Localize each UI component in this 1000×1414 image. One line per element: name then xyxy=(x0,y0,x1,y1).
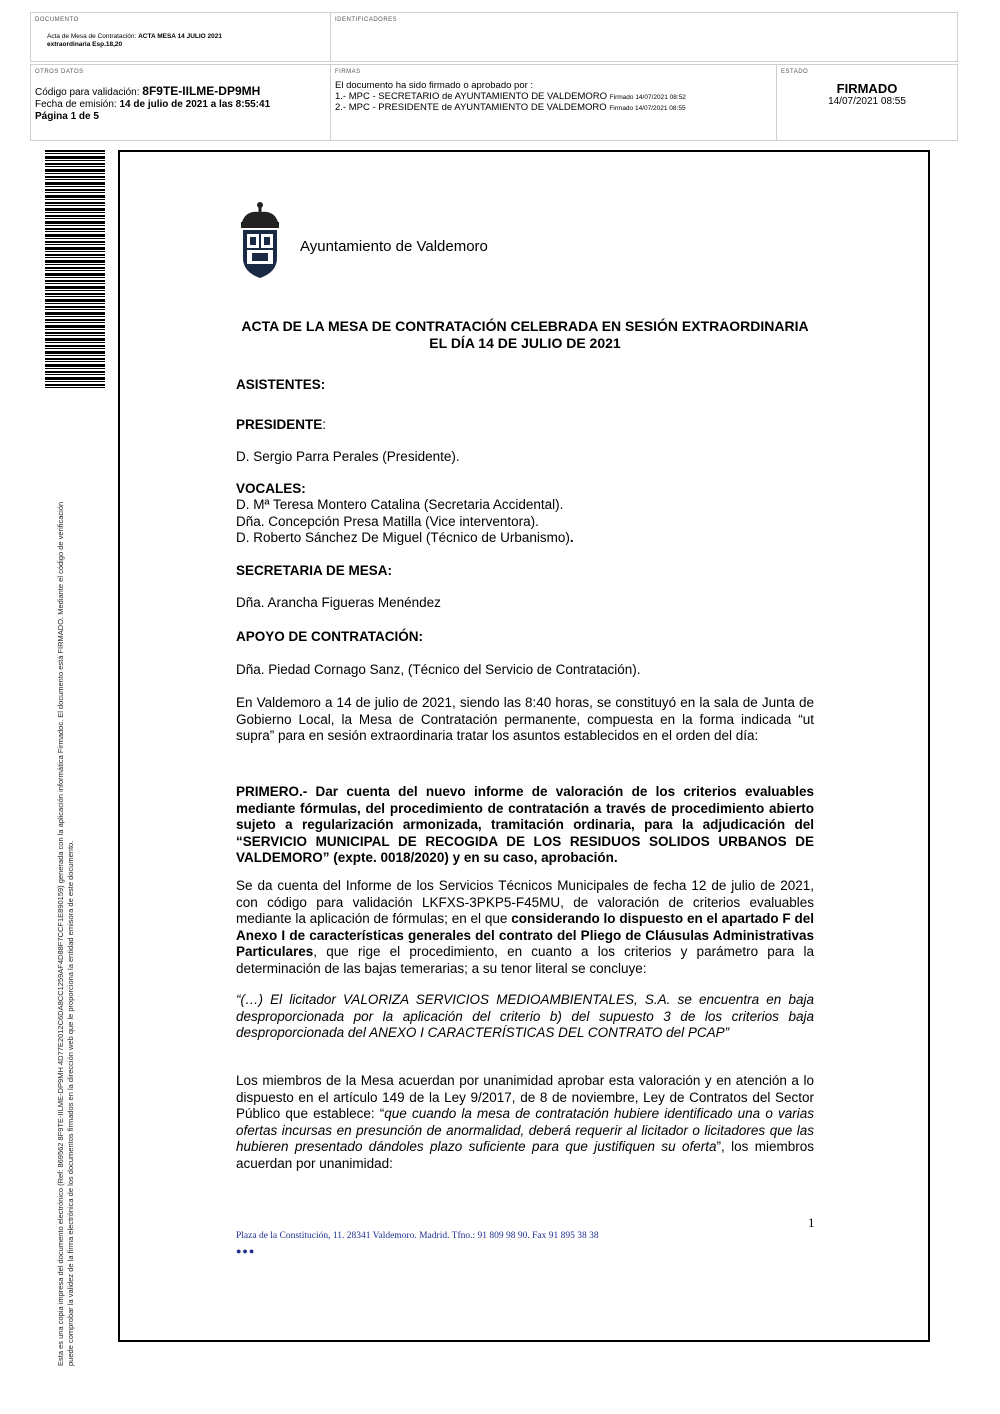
vocal-3-line: D. Roberto Sánchez De Miguel (Técnico de Urbanismo). xyxy=(236,530,574,545)
estado-date: 14/07/2021 08:55 xyxy=(828,96,906,107)
identificadores-cell xyxy=(331,13,957,61)
estado-cell xyxy=(777,65,957,140)
footer-address: Plaza de la Constitución, 11. 28341 Valdemoro. Madrid. Tfno.: 91 809 98 90. Fax 91 895 38 38 xyxy=(236,1231,599,1241)
vocal-2: Dña. Concepción Presa Matilla (Vice interventora). xyxy=(236,513,539,529)
vocal-3: D. Roberto Sánchez De Miguel (Técnico de Urbanismo) xyxy=(236,530,570,545)
header-top-box xyxy=(30,12,958,62)
codigo-line xyxy=(35,85,270,99)
city-logo xyxy=(236,200,488,285)
document-title: ACTA DE LA MESA DE CONTRATACIÓN CELEBRADA EN SESIÓN EXTRAORDINARIA EL DÍA 14 DE JULIO DE 2021 xyxy=(241,318,809,351)
firma-1-date: Firmado 14/07/2021 08:52 xyxy=(609,93,686,101)
informe-text-c: , que rige el procedimiento, en cuanto a los criterios y parámetro para la determinación de las bajas temerarias; a su tenor literal se concluye: xyxy=(236,944,814,976)
otros-datos-cell xyxy=(31,65,331,140)
codigo-validacion: 8F9TE-IILME-DP9MH xyxy=(142,84,261,98)
header-bottom-box xyxy=(30,64,958,141)
footer-dots-icon: ●●● xyxy=(236,1246,256,1256)
quoted-conclusion: “(…) El licitador VALORIZA SERVICIOS MEDIOAMBIENTALES, S.A. se encuentra en baja desproporcionada por la aplicación del criterio b) del supuesto 3 de los criterios baja desproporcionada del ANEXO I CARACTERÍSTICAS DEL CONTRATO del PCAP” xyxy=(236,992,814,1040)
acuerdo-text-b: que cuando la mesa de contratación hubiere identificado una o varias ofertas incursas en presunción de anormalidad, deberá requerir al licitador o licitadores que las hubieren presentado dándoles plazo suficiente para que justifiquen su oferta xyxy=(236,1106,815,1154)
estado-value: FIRMADO xyxy=(836,81,898,96)
barcode xyxy=(45,150,105,388)
city-name: Ayuntamiento de Valdemoro xyxy=(300,238,488,255)
vocales-list xyxy=(236,497,814,547)
firmas-cell xyxy=(331,65,777,140)
document-page xyxy=(118,150,930,1342)
firma-2-text: 2.- MPC - PRESIDENTE de AYUNTAMIENTO DE VALDEMORO xyxy=(335,102,607,113)
coat-of-arms-icon xyxy=(236,200,284,280)
apoyo-name: Dña. Piedad Cornago Sanz, (Técnico del Servicio de Contratación). xyxy=(236,662,641,677)
informe-text-b: considerando lo dispuesto en el apartado F del Anexo I de características generales del contrato del Pliego de Cláusulas Administrativas Particulares xyxy=(236,911,814,959)
secretaria-name: Dña. Arancha Figueras Menéndez xyxy=(236,595,441,610)
firmas-content xyxy=(335,81,686,115)
vocales-heading: VOCALES: xyxy=(236,481,306,496)
estado-label: ESTADO xyxy=(781,69,809,75)
documento-sub: extraordinaria Esp.18,20 xyxy=(47,41,123,48)
firma-2 xyxy=(335,103,686,115)
secretaria-heading: SECRETARIA DE MESA: xyxy=(236,563,393,578)
acuerdo-text-c: ”, los miembros acuerdan por unanimidad: xyxy=(236,1139,814,1171)
documento-prefix: Acta de Mesa de Contratación xyxy=(47,33,135,40)
presidente-label: PRESIDENTE xyxy=(236,417,323,432)
fecha-label: Fecha de emisión: xyxy=(35,99,117,110)
firma-2-date: Firmado 14/07/2021 08:55 xyxy=(609,105,686,112)
side-text-line-1: Esta es una copia impresa del documento electrónico (Ref: 869562 8F9TE-IILME-DP9MH 4D77E2012C6DA8CC1259AF4D88F7CCF1E890159) generada con la aplicación informática Firmadoc. El documento está FIRMADO. Mediante el código de verificación xyxy=(56,501,65,1366)
firmas-label: FIRMAS xyxy=(335,69,361,75)
acuerdo-text-a: Los miembros de la Mesa acuerdan por unanimidad aprobar esta valoración y en atención a lo dispuesto en el artículo 149 de la Ley 9/2017, de 8 de noviembre, Ley de Contratos del Sector Público que establece: “ xyxy=(236,1073,814,1121)
presidente-heading: PRESIDENTE: xyxy=(236,417,327,432)
fecha-line xyxy=(35,99,270,111)
pagina-indicator: Página 1 de 5 xyxy=(35,111,99,122)
vocal-1: D. Mª Teresa Montero Catalina (Secretaria Accidental). xyxy=(236,497,564,512)
verification-side-text xyxy=(56,386,76,1366)
estado-content xyxy=(777,81,957,107)
informe-text-a: Se da cuenta del Informe de los Servicios Técnicos Municipales de fecha 12 de julio de 2021, con código para validación LKFXS-3PKP5-F45MU, de valoración de criterios evaluables mediante la aplicación de fórmulas; en el que xyxy=(236,878,814,926)
acuerdo-paragraph xyxy=(236,1073,814,1172)
firma-1-text: 1.- MPC - SECRETARIO de AYUNTAMIENTO DE VALDEMORO xyxy=(335,90,608,102)
codigo-label: Código para validación: xyxy=(35,87,140,98)
intro-paragraph: En Valdemoro a 14 de julio de 2021, siendo las 8:40 horas, se constituyó en la sala de Junta de Gobierno Local, la Mesa de Contratación permanente, compuesta en la forma indicada “ut supra” para en sesión extraordinaria tratar los asuntos establecidos en el orden del día: xyxy=(236,695,814,743)
documento-name: Acta de Mesa de Contratación: ACTA MESA 14 JULIO 2021 extraordinaria Esp.18,20 xyxy=(47,33,223,48)
page-number: 1 xyxy=(808,1215,815,1230)
fecha-emision: 14 de julio de 2021 a las 8:55:41 xyxy=(119,99,271,110)
otros-datos-label: OTROS DATOS xyxy=(35,69,84,75)
asistentes-heading: ASISTENTES: xyxy=(236,377,326,392)
documento-cell xyxy=(31,13,331,61)
otros-datos-content xyxy=(35,85,270,123)
presidente-name: D. Sergio Parra Perales (Presidente). xyxy=(236,449,460,464)
documento-title: ACTA MESA 14 JULIO 2021 xyxy=(138,33,223,40)
firmas-intro: El documento ha sido firmado o aprobado por : xyxy=(335,80,534,91)
documento-label: DOCUMENTO xyxy=(35,17,79,23)
side-text-line-2: puede comprobar la validez de la firma electrónica de los documentos firmados en la dirección web que le proporciona la entidad emisora de este documento. xyxy=(66,840,75,1366)
identificadores-label: IDENTIFICADORES xyxy=(335,17,398,23)
apoyo-heading: APOYO DE CONTRATACIÓN: xyxy=(236,629,423,644)
primero-paragraph: PRIMERO.- Dar cuenta del nuevo informe de valoración de los criterios evaluables mediante fórmulas, del procedimiento de contratación a través de procedimiento abierto sujeto a regularización armonizada, tramitación ordinaria, para la adjudicación del “SERVICIO MUNICIPAL DE RECOGIDA DE LOS RESIDUOS SOLIDOS URBANOS DE VALDEMORO” (expte. 0018/2020) y en su caso, aprobación. xyxy=(236,784,814,865)
informe-paragraph xyxy=(236,878,814,977)
